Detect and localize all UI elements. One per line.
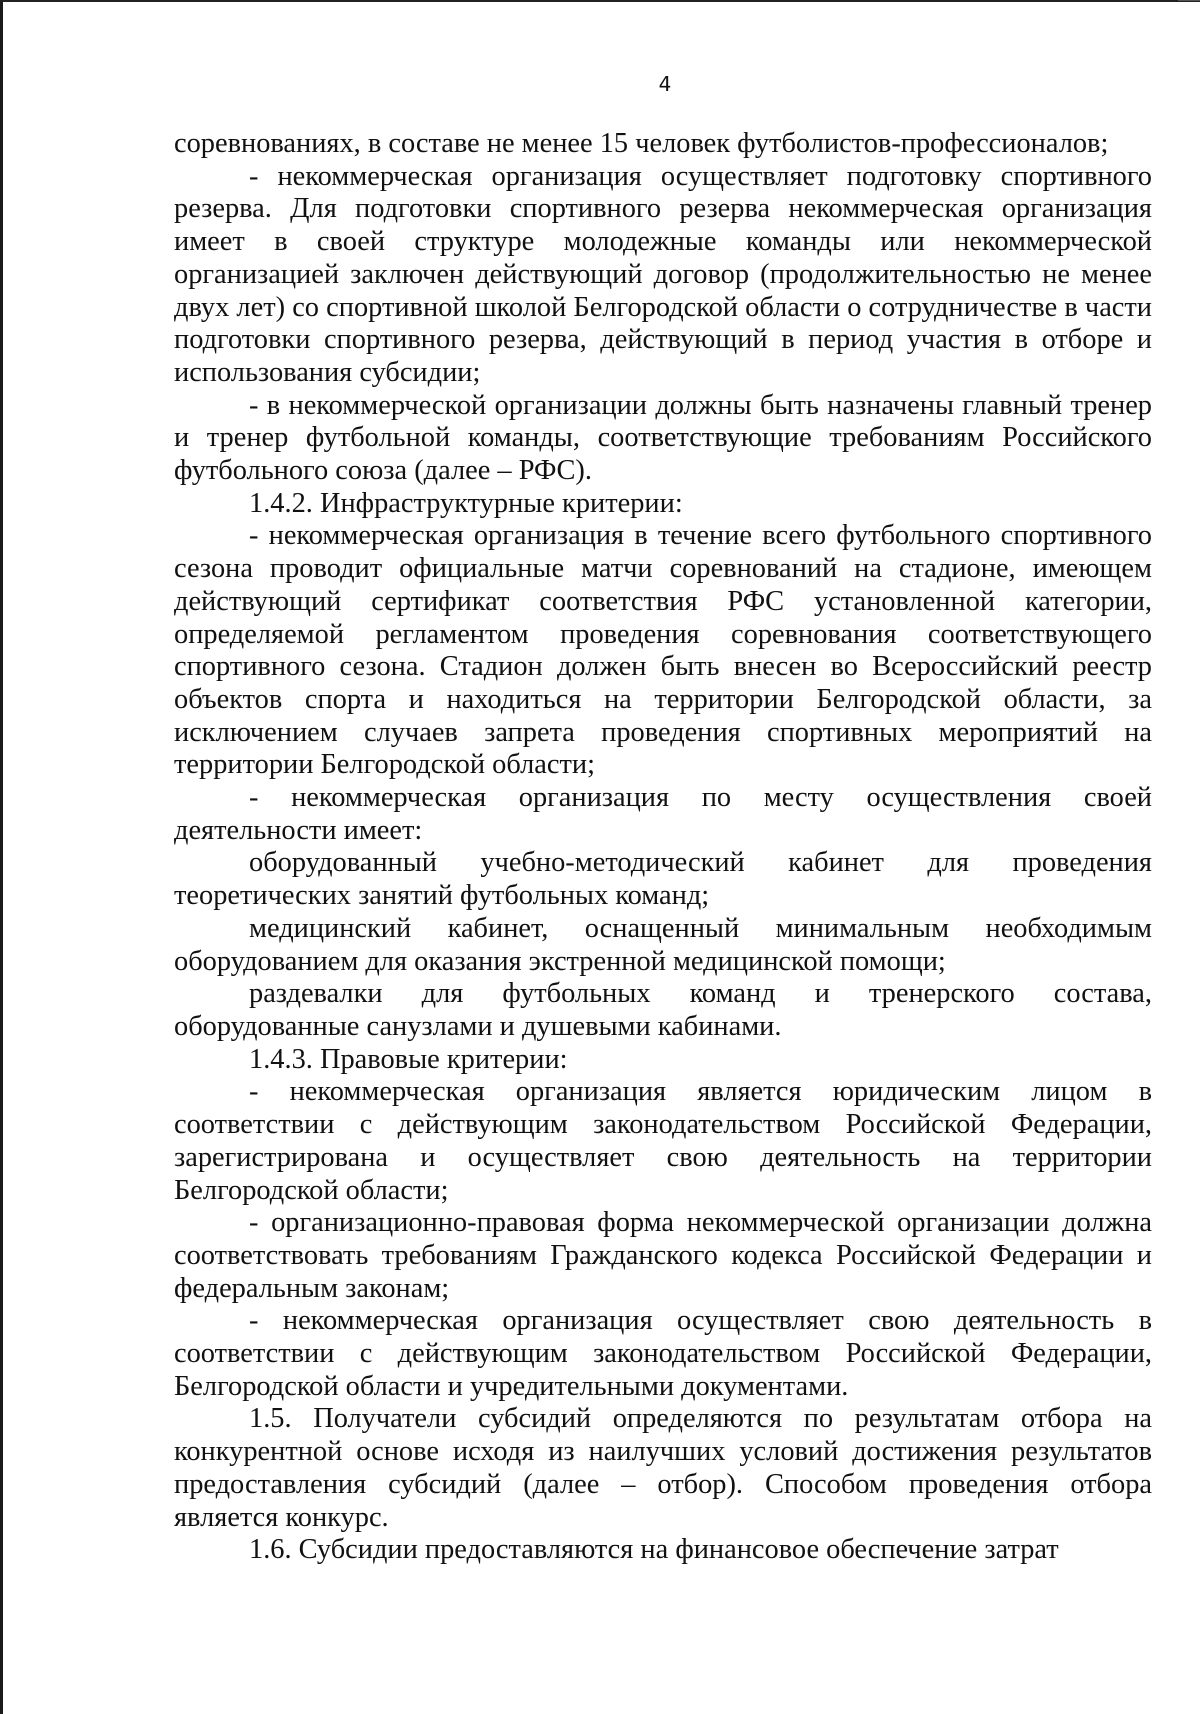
paragraph-7: медицинский кабинет, оснащенный минимальным необходимым оборудованием для оказания экстренной медицинской помощи; [174, 912, 1152, 977]
paragraph-2: - некоммерческая организация осуществляет подготовку спортивного резерва. Для подготовки спортивного резерва некоммерческая организация имеет в своей структуре молодежные команды или некоммерческой организацией заключен действующий договор (продолжительностью не менее двух лет) со спортивной школой Белгородской области о сотрудничестве в части подготовки спортивного резерва, действующий в период участия в отборе и использования субсидии; [174, 160, 1152, 388]
paragraph-8: раздевалки для футбольных команд и тренерского состава, оборудованные санузлами и душевыми кабинами. [174, 978, 1152, 1042]
scan-border-top [0, 0, 1200, 2]
page-number: 4 [658, 72, 672, 96]
section-heading-1-4-3: 1.4.3. Правовые критерии: [249, 1043, 568, 1075]
section-heading-1-4-2: 1.4.2. Инфраструктурные критерии: [249, 487, 683, 519]
scan-mark-corner [1178, 0, 1200, 1]
paragraph-9: - некоммерческая организация является юридическим лицом в соответствии с действующим законодательством Российской Федерации, зарегистрирована и осуществляет свою деятельность на территории Белгородской области; [174, 1076, 1152, 1206]
paragraph-3: - в некоммерческой организации должны быть назначены главный тренер и тренер футбольной команды, соответствующие требованиям Российского футбольного союза (далее – РФС). [174, 389, 1152, 487]
paragraph-1-5: 1.5. Получатели субсидий определяются по результатам отбора на конкурентной основе исходя из наилучших условий достижения результатов предоставления субсидий (далее – отбор). Способом проведения отбора является конкурс. [174, 1403, 1152, 1533]
paragraph-4: - некоммерческая организация в течение всего футбольного спортивного сезона проводит официальные матчи соревнований на стадионе, имеющем действующий сертификат соответствия РФС установленной категории, определяемой регламентом проведения соревнования соответствующего спортивного сезона. Стадион должен быть внесен во Всероссийский реестр объектов спорта и находиться на территории Белгородской области, за исключением случаев запрета проведения спортивных мероприятий на территории Белгородской области; [174, 520, 1152, 781]
paragraph-1: соревнованиях, в составе не менее 15 человек футболистов-профессионалов; [174, 128, 1109, 159]
paragraph-5: - некоммерческая организация по месту осуществления своей деятельности имеет: [174, 782, 1152, 846]
paragraph-6: оборудованный учебно-методический кабинет для проведения теоретических занятий футбольных команд; [174, 847, 1152, 912]
paragraph-11: - некоммерческая организация осуществляет свою деятельность в соответствии с действующим законодательством Российской Федерации, Белгородской области и учредительными документами. [174, 1305, 1152, 1402]
paragraph-10: - организационно-правовая форма некоммерческой организации должна соответствовать требованиям Гражданского кодекса Российской Федерации и федеральным законам; [174, 1207, 1152, 1304]
document-body [174, 128, 1152, 1567]
paragraph-1-6: 1.6. Субсидии предоставляются на финансовое обеспечение затрат [249, 1534, 1059, 1566]
scan-border-left [0, 0, 3, 1714]
